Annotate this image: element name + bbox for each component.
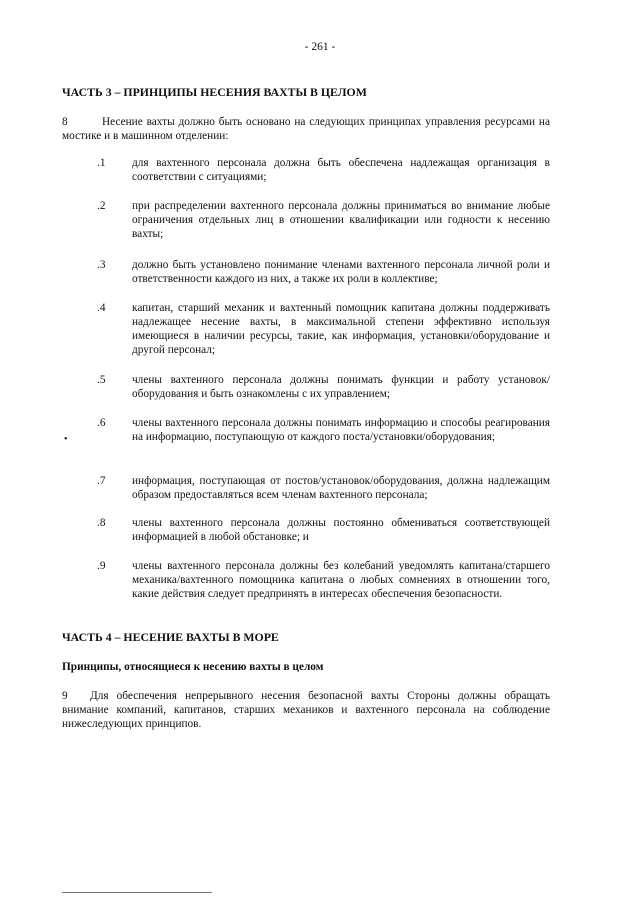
item-number: .5 — [97, 374, 106, 386]
item-number: .6 — [97, 417, 106, 429]
part4-heading: ЧАСТЬ 4 – НЕСЕНИЕ ВАХТЫ В МОРЕ — [62, 630, 279, 644]
list-item: члены вахтенного персонала должны понимать функции и работу установок/оборудования и быть ознакомлены с их управлением; — [132, 374, 550, 400]
item-number: .2 — [97, 200, 106, 212]
list-item: для вахтенного персонала должна быть обеспечена надлежащая организация в соответствии с ситуациями; — [132, 157, 550, 183]
list-item: капитан, старший механик и вахтенный помощник капитана должны поддерживать надлежащее несение вахты, в максимальной степени эффективно используя имеющиеся в наличии ресурсы, такие, как информация, установки/оборудование и другой персонал; — [132, 302, 550, 356]
item-number: .1 — [97, 157, 106, 169]
section-subheading: Принципы, относящиеся к несению вахты в целом — [62, 661, 324, 673]
part3-heading: ЧАСТЬ 3 – ПРИНЦИПЫ НЕСЕНИЯ ВАХТЫ В ЦЕЛОМ — [62, 85, 367, 99]
item-number: .3 — [97, 259, 106, 271]
paragraph-number: 8 — [62, 116, 68, 128]
list-item: информация, поступающая от постов/установок/оборудования, должна надлежащим образом предоставляться всем членам вахтенного персонала; — [132, 475, 550, 501]
list-item: члены вахтенного персонала должны понимать информацию и способы реагирования на информацию, поступающую от каждого поста/установки/оборудования; — [132, 417, 550, 443]
list-item: члены вахтенного персонала должны без колебаний уведомлять капитана/старшего механика/вахтенного помощника капитана о любых сомнениях в отношении того, какие действия следует предпринять в интересах обеспечения безопасности. — [132, 560, 550, 600]
item-number: .8 — [97, 517, 106, 529]
list-item: должно быть установлено понимание членами вахтенного персонала личной роли и ответственности каждого из них, а также их роли в коллективе; — [132, 259, 550, 285]
paragraph-9 — [62, 689, 550, 731]
list-item: при распределении вахтенного персонала должны приниматься во внимание любые ограничения отдельных лиц в отношении квалификации или годности к несению вахты; — [132, 200, 550, 240]
paragraph-number: 9 — [62, 690, 68, 702]
paragraph-text: Для обеспечения непрерывного несения безопасной вахты Стороны должны обращать внимание компаний, капитанов, старших механиков и вахтенного персонала на соблюдение нижеследующих принципов. — [62, 690, 550, 730]
item-number: .7 — [97, 475, 106, 487]
footer-divider — [62, 892, 212, 893]
item-number: .4 — [97, 302, 106, 314]
list-item: члены вахтенного персонала должны постоянно обмениваться соответствующей информацией в любой обстановке; и — [132, 517, 550, 543]
item-number: .9 — [97, 560, 106, 572]
paragraph-8 — [62, 115, 550, 143]
paragraph-text: Несение вахты должно быть основано на следующих принципах управления ресурсами на мостике и в машинном отделении: — [62, 116, 550, 142]
stray-mark: • — [64, 434, 68, 445]
page-number: - 261 - — [304, 41, 336, 53]
